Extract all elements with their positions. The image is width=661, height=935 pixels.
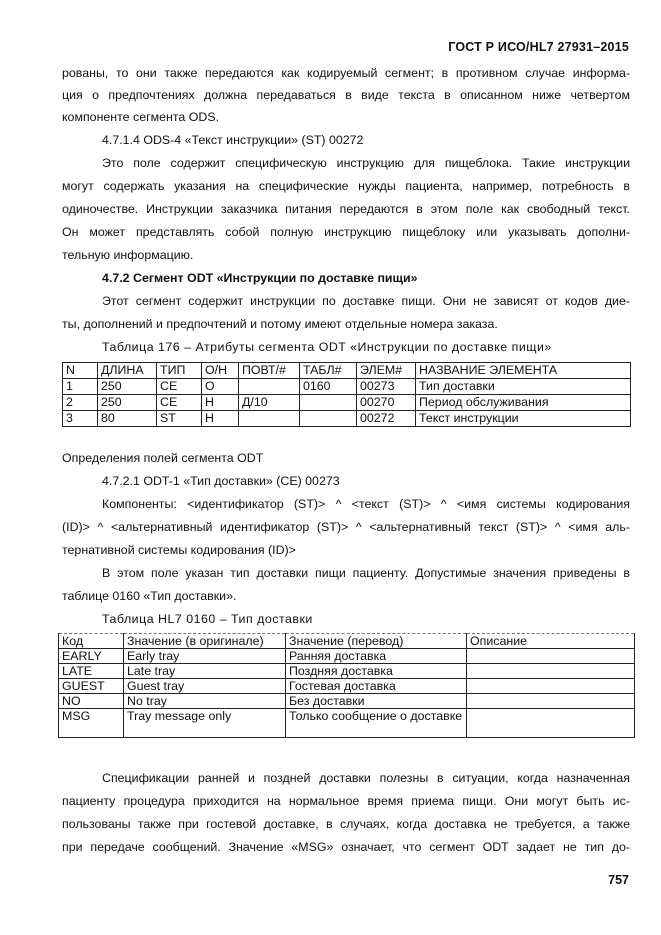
table-header-cell: N <box>63 363 98 379</box>
paragraph-line: могут содержать указания на специфические нужды пациента, например, потребность в <box>62 179 630 193</box>
table-caption: Таблица 176 – Атрибуты сегмента ODT «Инструкции по доставке пищи» <box>102 340 552 354</box>
paragraph-line: Этот сегмент содержит инструкции по доставке пищи. Они не зависят от кодов дие- <box>102 294 630 308</box>
segment-attributes-table <box>62 362 631 427</box>
table-cell: 00272 <box>357 411 416 427</box>
table-header-cell: Значение (перевод) <box>286 634 467 649</box>
table-cell: 00270 <box>357 395 416 411</box>
section-heading: 4.7.2 Сегмент ODT «Инструкции по доставке пищи» <box>102 271 418 285</box>
table-cell: 2 <box>63 395 98 411</box>
table-cell: Tray message only <box>124 709 286 738</box>
table-cell: Early tray <box>124 649 286 664</box>
table-row <box>59 679 635 694</box>
table-cell: Период обслуживания <box>416 395 631 411</box>
table-header-row <box>63 363 631 379</box>
table-cell: NO <box>59 694 124 709</box>
paragraph-line: Это поле содержит специфическую инструкцию для пищеблока. Такие инструкции <box>102 156 630 170</box>
table-cell: 0160 <box>300 379 357 395</box>
table-header-cell: О/Н <box>202 363 239 379</box>
table-header-cell: ПОВТ/# <box>239 363 300 379</box>
delivery-type-table <box>58 633 635 738</box>
table-cell: Без доставки <box>286 694 467 709</box>
table-cell: Тип доставки <box>416 379 631 395</box>
table-cell <box>239 379 300 395</box>
section-heading: 4.7.2.1 ODT-1 «Тип доставки» (CE) 00273 <box>102 474 340 488</box>
table-cell: Late tray <box>124 664 286 679</box>
paragraph-line: ты, дополнений и предпочтений и потому имеют отдельные номера заказа. <box>62 317 498 331</box>
table-row <box>63 411 631 427</box>
table-header-cell: Код <box>59 634 124 649</box>
table-cell: О <box>202 379 239 395</box>
table-row <box>59 649 635 664</box>
table-cell: Д/10 <box>239 395 300 411</box>
paragraph-line: (ID)> ^ <альтернативный идентификатор (ST)> ^ <альтернативный текст (ST)> ^ <имя аль- <box>62 520 630 534</box>
paragraph-line: тельную информацию. <box>62 248 194 262</box>
page-number: 757 <box>608 873 629 887</box>
paragraph-line: при передаче сообщений. Значение «MSG» означает, что сегмент ODT задает не тип до- <box>62 840 630 854</box>
table-cell: 00273 <box>357 379 416 395</box>
table-cell: 1 <box>63 379 98 395</box>
table-cell: LATE <box>59 664 124 679</box>
table-cell: No tray <box>124 694 286 709</box>
table-row <box>59 694 635 709</box>
paragraph-line: Он может представлять собой полную инструкцию пищеблоку или указывать дополни- <box>62 225 630 239</box>
table-cell <box>467 679 635 694</box>
paragraph-line: Определения полей сегмента ODT <box>62 451 264 465</box>
paragraph-line: одиночестве. Инструкции заказчика питания передаются в этом поле как свободный текст. <box>62 202 630 216</box>
paragraph-line: пациенту процедура приходится на нормальное время приема пищи. Они могут быть ис- <box>62 794 630 808</box>
table-row <box>63 379 631 395</box>
document-header: ГОСТ Р ИСО/HL7 27931–2015 <box>448 40 629 54</box>
table-header-cell: НАЗВАНИЕ ЭЛЕМЕНТА <box>416 363 631 379</box>
table-header-cell: Значение (в оригинале) <box>124 634 286 649</box>
table-header-cell: ЭЛЕМ# <box>357 363 416 379</box>
table-cell: Н <box>202 411 239 427</box>
table-row <box>59 709 635 738</box>
table-cell: Гостевая доставка <box>286 679 467 694</box>
table-cell <box>467 664 635 679</box>
table-cell <box>467 649 635 664</box>
table-cell <box>467 694 635 709</box>
paragraph-line: ция о предпочтениях должна передаваться в виде текста в описанном ниже четвертом <box>62 88 630 102</box>
section-heading: 4.7.1.4 ODS-4 «Текст инструкции» (ST) 00272 <box>102 133 364 147</box>
table-cell: CE <box>157 379 202 395</box>
table-row <box>59 664 635 679</box>
paragraph-line: пользованы также при гостевой доставке, в случаях, когда доставка не требуется, а также <box>62 817 630 831</box>
paragraph-line: рованы, то они также передаются как кодируемый сегмент; в противном случае информа- <box>62 66 630 80</box>
table-cell <box>467 709 635 738</box>
table-cell: MSG <box>59 709 124 738</box>
table-header-cell: ТАБЛ# <box>300 363 357 379</box>
table-cell: Текст инструкции <box>416 411 631 427</box>
table-header-row <box>59 634 635 649</box>
table-cell: 250 <box>98 379 157 395</box>
paragraph-line: компоненте сегмента ODS. <box>62 110 220 124</box>
table-header-cell: Описание <box>467 634 635 649</box>
table-cell: GUEST <box>59 679 124 694</box>
table-cell: Н <box>202 395 239 411</box>
table-row <box>63 395 631 411</box>
table-header-cell: ДЛИНА <box>98 363 157 379</box>
table-cell: CE <box>157 395 202 411</box>
table-cell: Поздняя доставка <box>286 664 467 679</box>
paragraph-line: тернативной системы кодирования (ID)> <box>62 543 296 557</box>
table-cell: Ранняя доставка <box>286 649 467 664</box>
table-header-cell: ТИП <box>157 363 202 379</box>
paragraph-line: В этом поле указан тип доставки пищи пациенту. Допустимые значения приведены в <box>102 566 630 580</box>
table-cell <box>300 395 357 411</box>
table-cell: EARLY <box>59 649 124 664</box>
paragraph-line: Спецификации ранней и поздней доставки полезны в ситуации, когда назначенная <box>102 771 630 785</box>
paragraph-line: таблице 0160 «Тип доставки». <box>62 589 237 603</box>
table-caption: Таблица HL7 0160 – Тип доставки <box>102 612 313 626</box>
table-cell: 3 <box>63 411 98 427</box>
table-cell <box>300 411 357 427</box>
table-cell: 80 <box>98 411 157 427</box>
table-cell <box>239 411 300 427</box>
table-cell: 250 <box>98 395 157 411</box>
paragraph-line: Компоненты: <идентификатор (ST)> ^ <текст (ST)> ^ <имя системы кодирования <box>102 497 630 511</box>
table-cell: ST <box>157 411 202 427</box>
table-cell: Guest tray <box>124 679 286 694</box>
table-cell: Только сообщение о доставке <box>286 709 467 738</box>
